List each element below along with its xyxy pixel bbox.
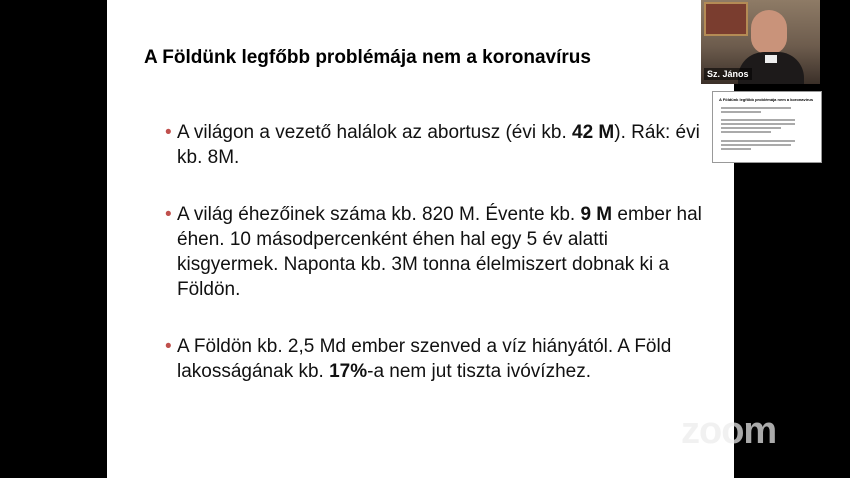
wall-picture (704, 2, 748, 36)
shared-slide (107, 0, 734, 478)
thumbnail-line (721, 123, 795, 125)
bullet-list (165, 120, 705, 416)
bullet-item: • A világ éhezőinek száma kb. 820 M. Évente kb. 9 M ember hal éhen. 10 másodpercenként éhen hal egy 5 év alatti kisgyermek. Naponta kb. 3M tonna élelmiszert dobnak ki a Földön. (165, 202, 705, 302)
thumbnail-line (721, 127, 781, 129)
slide-title: A Földünk legfőbb problémája nem a koronavírus (144, 47, 591, 68)
participant-video-tile[interactable] (701, 0, 820, 84)
thumbnail-line (721, 119, 795, 121)
thumbnail-line (721, 144, 791, 146)
thumbnail-line (721, 131, 771, 133)
thumbnail-title: A Földünk legfőbb problémája nem a koronavírus (719, 97, 814, 102)
thumbnail-line (721, 111, 761, 113)
thumbnail-line (721, 140, 795, 142)
bullet-item: • A Földön kb. 2,5 Md ember szenved a víz hiányától. A Föld lakosságának kb. 17%-a nem jut tiszta ivóvízhez. (165, 334, 705, 384)
bullet-item: • A világon a vezető halálok az abortusz (évi kb. 42 M). Rák: évi kb. 8M. (165, 120, 705, 170)
slide-thumbnail[interactable] (712, 91, 822, 163)
participant-collar (765, 55, 777, 63)
zoom-logo: zoom (681, 410, 777, 452)
participant-name-label: Sz. János (704, 68, 752, 80)
participant-face (751, 10, 787, 54)
thumbnail-line (721, 148, 751, 150)
thumbnail-line (721, 107, 791, 109)
